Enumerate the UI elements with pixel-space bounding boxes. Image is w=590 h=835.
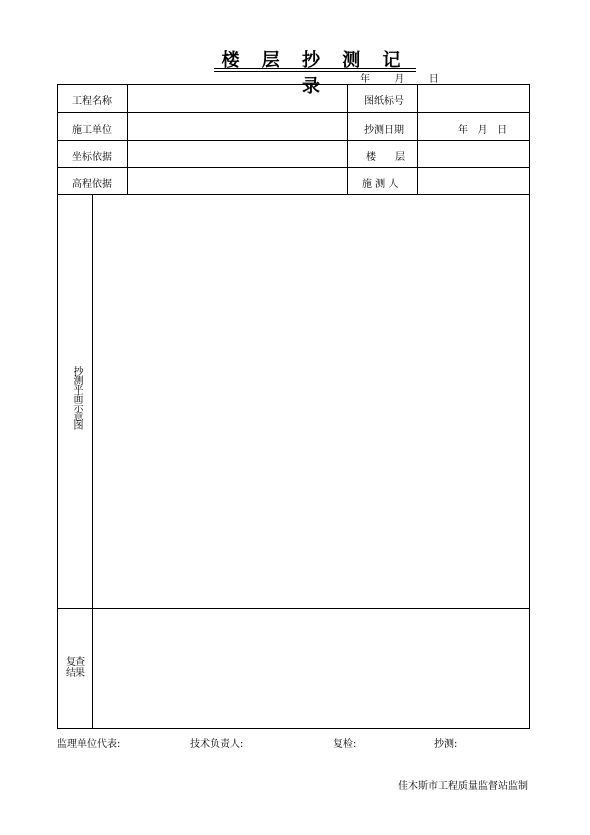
label-project-name: 工程名称 [72, 96, 112, 107]
header-date-year: 年 [360, 74, 372, 85]
column-divider [347, 84, 348, 194]
footer-surveyor: 抄测: [434, 739, 458, 750]
value-survey-date[interactable]: 年 月 日 [458, 125, 508, 136]
footer-tech-lead: 技术负责人: [190, 739, 244, 750]
label-construction-unit: 施工单位 [72, 125, 112, 136]
label-elevation-basis: 高程依据 [72, 179, 112, 190]
header-date-day: 日 [428, 74, 441, 85]
label-survey-date: 抄测日期 [364, 125, 404, 136]
label-surveyor: 施 测 人 [362, 179, 399, 190]
recheck-result-label: 复查结果 [66, 657, 84, 679]
footer-supervisor: 监理单位代表: [57, 739, 121, 750]
label-coordinate-basis: 坐标依据 [72, 152, 112, 163]
header-date [360, 70, 441, 85]
plan-sketch-label: 抄测平面示意图 [71, 366, 82, 429]
column-divider [127, 84, 128, 194]
column-divider [417, 84, 418, 194]
recheck-result-area[interactable] [93, 609, 529, 728]
label-floor: 楼 层 [366, 152, 406, 163]
title-underline [214, 68, 416, 69]
label-drawing-number: 图纸标号 [364, 96, 404, 107]
issuer-note: 佳木斯市工程质量监督站监制 [398, 781, 528, 792]
header-date-month: 月 [394, 74, 407, 85]
plan-sketch-area[interactable] [93, 195, 529, 607]
footer-recheck: 复检: [333, 739, 357, 750]
page-title: 楼 层 抄 测 记 录 [221, 50, 409, 97]
